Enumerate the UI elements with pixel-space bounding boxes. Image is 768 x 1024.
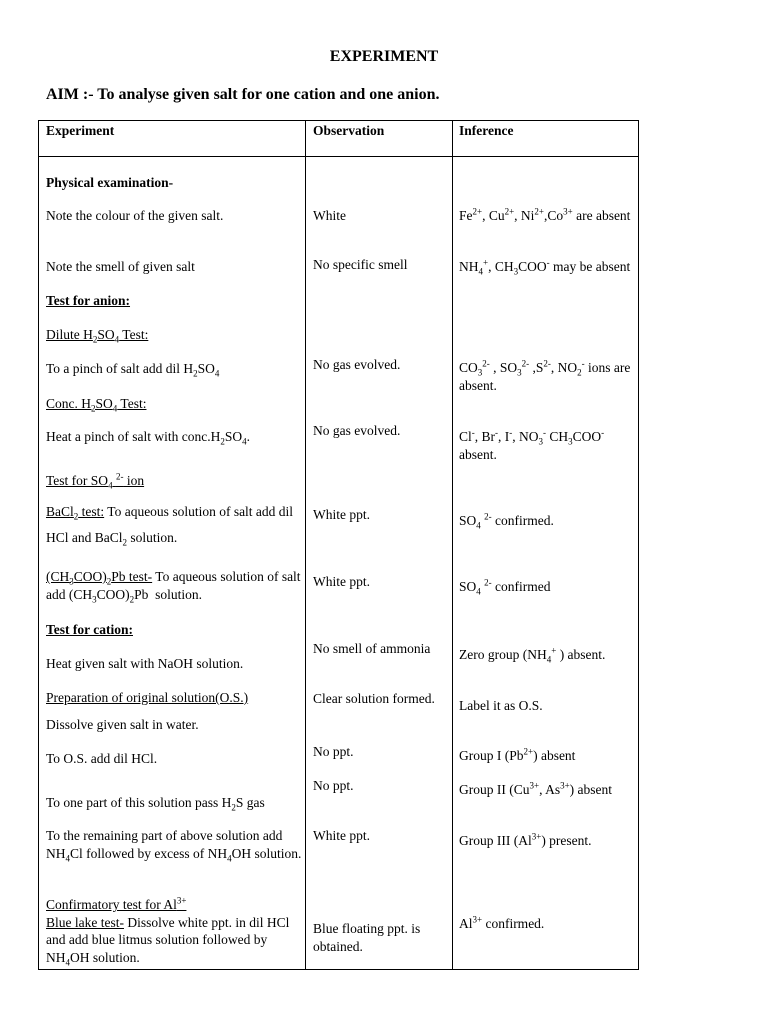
cation-test-heading: Test for cation: [46,622,133,637]
physical-examination-heading: Physical examination- [46,175,174,190]
experiment-table [38,120,639,970]
original-solution-experiment: Dissolve given salt in water. [46,717,199,732]
dilute-h2so4-observation: No gas evolved. [313,357,401,372]
nh4oh-inference: Group III $(Al^{3+})$ present. [459,831,592,848]
dilute-h2so4-inference: $CO_3^{2-}$ , $SO_3^{2-}$ $,S^{2-}$, $NO_2^-$ ions are absent. [459,358,631,393]
header-experiment: Experiment [46,123,115,138]
original-solution-inference: Label it as O.S. [459,698,543,713]
nh4oh-experiment: To the remaining part of above solution add $NH_4Cl$ followed by excess of $NH_4OH$ solution. [46,828,302,864]
bacl2-experiment: BaCl$_2$ test: To aqueous solution of salt add dil HCl and BaCl$_2$ solution. [46,504,294,548]
anion-test-heading: Test for anion: [46,293,131,308]
so4-test-heading: Test for $SO_4$ $^{2-}$ ion [46,471,145,491]
blue-lake-observation: Blue floating ppt. is obtained. [313,921,421,954]
colour-observation: White [313,208,346,223]
h2s-observation: No ppt. [313,778,354,793]
conc-h2so4-heading: Conc. $H_2SO_4$ Test: [46,396,147,414]
conc-h2so4-experiment: Heat a pinch of salt with $conc.H_2SO_4$. [46,429,250,447]
column-divider [305,121,306,969]
page-title: EXPERIMENT [329,48,439,65]
header-divider [39,156,638,157]
smell-experiment: Note the smell of given salt [46,259,195,274]
smell-observation: No specific smell [313,257,408,272]
h2s-experiment: To one part of this solution pass $H_2S$ gas [46,795,265,813]
dilute-h2so4-heading: Dilute $H_2SO_4$ Test: [46,327,149,345]
nh4oh-observation: White ppt. [313,828,370,843]
lead-acetate-experiment: $(CH_3COO)_2Pb$ test- To aqueous solution of salt add $(CH_3COO)_2Pb$ solution. [46,569,301,605]
bacl2-inference: $SO_4$ $^{2-}$ confirmed. [459,511,554,531]
lead-acetate-observation: White ppt. [313,574,370,589]
conc-h2so4-observation: No gas evolved. [313,423,401,438]
h2s-inference: Group II ($Cu^{3+}$, $As^{3+}$) absent [459,780,613,797]
hcl-experiment: To O.S. add dil HCl. [46,751,158,766]
dilute-h2so4-experiment: To a pinch of salt add dil $H_2SO_4$ [46,361,220,379]
aim-statement: AIM :- To analyse given salt for one cation and one anion. [46,86,440,103]
original-solution-heading: Preparation of original solution(O.S.) [46,690,249,705]
colour-experiment: Note the colour of the given salt. [46,208,224,223]
blue-lake-inference: $Al^{3+}$ confirmed. [459,914,545,931]
naoh-inference: Zero group ($NH_4^+$ ) absent. [459,645,606,665]
smell-inference: $NH_4^+$, $CH_3COO^-$ may be absent [459,257,631,277]
blue-lake-experiment: Confirmatory test for $Al^{3+}$ Blue lake test- Dissolve white ppt. in dil HCl and add blue litmus solution followed by $NH_4OH$ solution. [46,895,290,968]
header-inference: Inference [459,123,514,138]
naoh-experiment: Heat given salt with NaOH solution. [46,656,244,671]
hcl-observation: No ppt. [313,744,354,759]
header-observation: Observation [313,123,385,138]
colour-inference: $Fe^{2+}$, $Cu^{2+}$, $Ni^{2+},Co^{3+}$ are absent [459,206,631,223]
hcl-inference: Group I $(Pb^{2+})$ absent [459,746,576,763]
original-solution-observation: Clear solution formed. [313,691,435,706]
conc-h2so4-inference: Cl-, Br-, I-, $NO_3^-$ $CH_3COO^-$ absent. [459,427,605,462]
lead-acetate-inference: $SO_4$ $^{2-}$ confirmed [459,577,551,597]
naoh-observation: No smell of ammonia [313,641,431,656]
bacl2-observation: White ppt. [313,507,370,522]
